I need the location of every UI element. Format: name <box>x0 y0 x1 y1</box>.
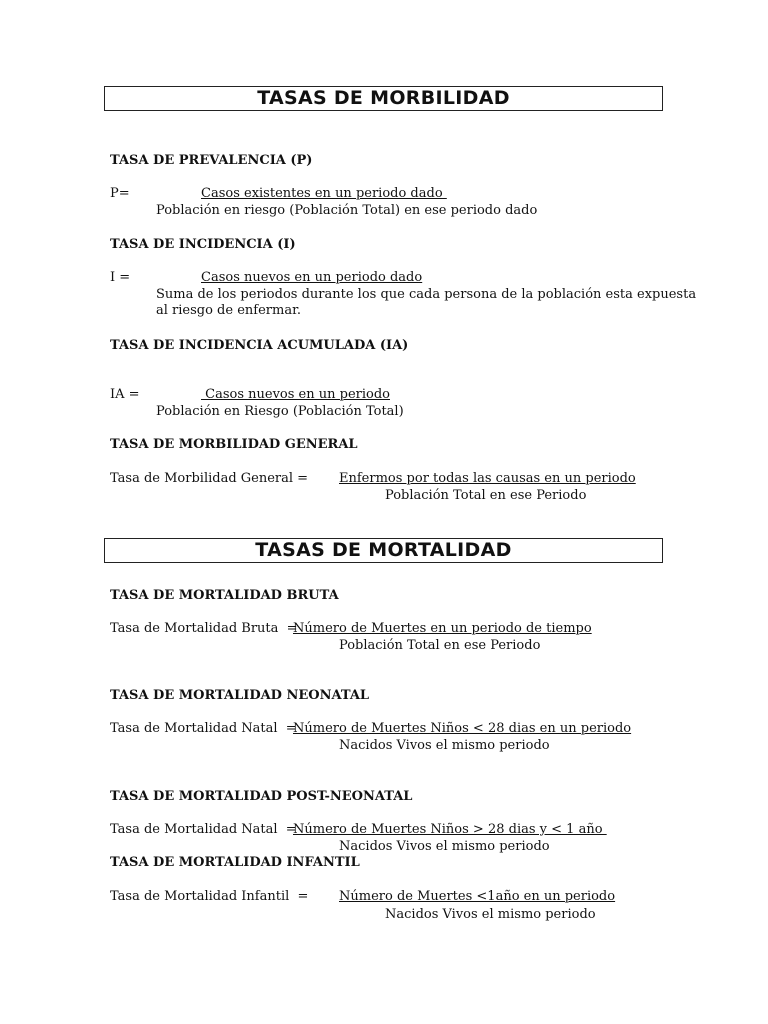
general-label: Tasa de Morbilidad General = <box>110 471 309 486</box>
neonatal-denominator: Nacidos Vivos el mismo periodo <box>339 738 550 753</box>
general-denominator: Población Total en ese Periodo <box>385 488 587 503</box>
infantil-label: Tasa de Mortalidad Infantil = <box>110 889 309 904</box>
post-neonatal-heading: TASA DE MORTALIDAD POST-NEONATAL <box>110 789 413 804</box>
prevalencia-heading: TASA DE PREVALENCIA (P) <box>110 153 313 168</box>
incidencia-denominator-line2: al riesgo de enfermar. <box>156 303 301 318</box>
bruta-numerator: Número de Muertes en un periodo de tiempo <box>293 621 592 636</box>
prevalencia-denominator: Población en riesgo (Población Total) en ese periodo dado <box>156 203 538 218</box>
general-numerator: Enfermos por todas las causas en un periodo <box>339 471 636 486</box>
prevalencia-numerator: Casos existentes en un periodo dado <box>201 186 447 201</box>
general-heading: TASA DE MORBILIDAD GENERAL <box>110 437 358 452</box>
acumulada-heading: TASA DE INCIDENCIA ACUMULADA (IA) <box>110 338 409 353</box>
infantil-heading: TASA DE MORTALIDAD INFANTIL <box>110 855 360 870</box>
incidencia-denominator-line1: Suma de los periodos durante los que cada persona de la población esta expuesta <box>156 287 697 302</box>
post-neonatal-denominator: Nacidos Vivos el mismo periodo <box>339 839 550 854</box>
incidencia-numerator: Casos nuevos en un periodo dado <box>201 270 423 285</box>
bruta-denominator: Población Total en ese Periodo <box>339 638 541 653</box>
infantil-denominator: Nacidos Vivos el mismo periodo <box>385 907 596 922</box>
acumulada-denominator: Población en Riesgo (Población Total) <box>156 404 404 419</box>
bruta-heading: TASA DE MORTALIDAD BRUTA <box>110 588 339 603</box>
mortalidad-title: TASAS DE MORTALIDAD <box>104 538 663 563</box>
acumulada-label: IA = <box>110 387 140 402</box>
prevalencia-label: P= <box>110 186 130 201</box>
incidencia-label: I = <box>110 270 131 285</box>
neonatal-numerator: Número de Muertes Niños < 28 dias en un periodo <box>293 721 632 736</box>
neonatal-heading: TASA DE MORTALIDAD NEONATAL <box>110 688 370 703</box>
post-neonatal-label: Tasa de Mortalidad Natal = <box>110 822 301 837</box>
post-neonatal-numerator: Número de Muertes Niños > 28 dias y < 1 año <box>293 822 607 837</box>
infantil-numerator: Número de Muertes <1año en un periodo <box>339 889 616 904</box>
bruta-label: Tasa de Mortalidad Bruta = <box>110 621 302 636</box>
morbilidad-title: TASAS DE MORBILIDAD <box>104 86 663 111</box>
acumulada-numerator: Casos nuevos en un periodo <box>201 387 390 402</box>
incidencia-heading: TASA DE INCIDENCIA (I) <box>110 237 296 252</box>
neonatal-label: Tasa de Mortalidad Natal = <box>110 721 301 736</box>
